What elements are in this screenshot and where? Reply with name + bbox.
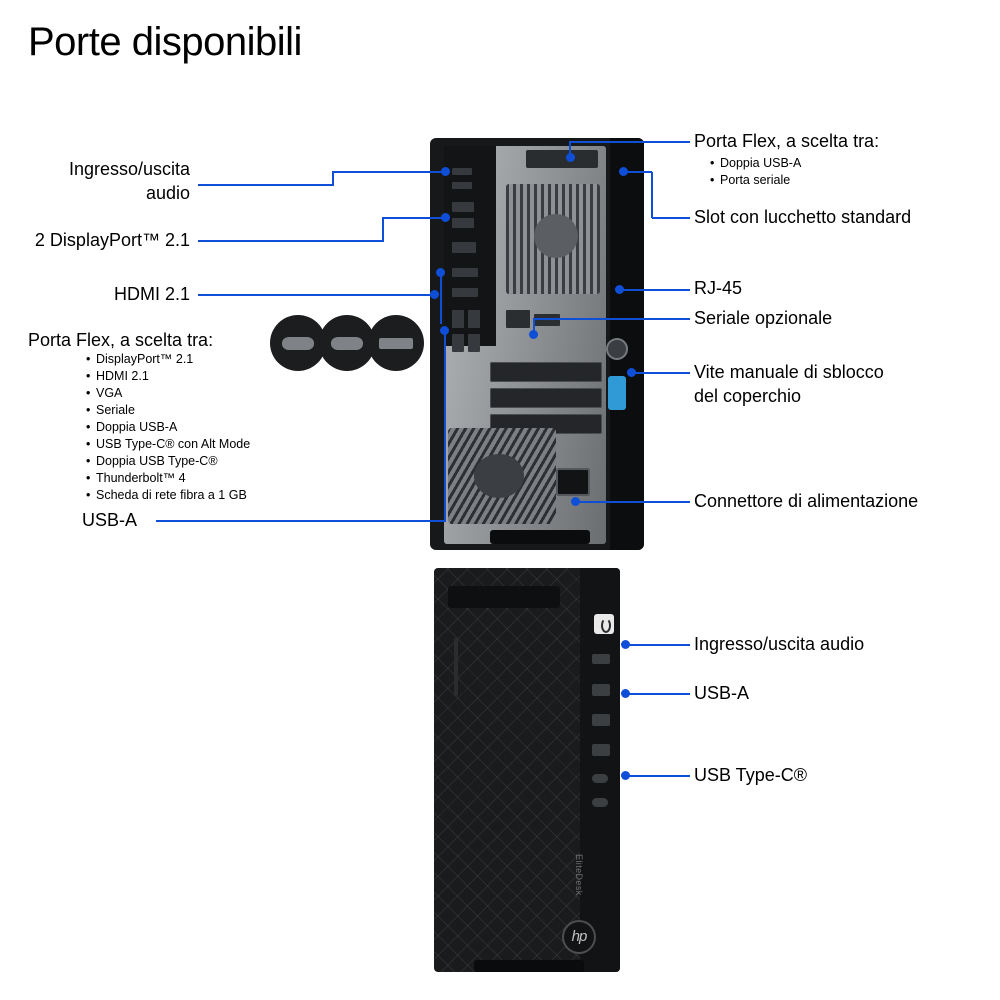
hp-logo: hp	[562, 920, 596, 954]
front-foot	[474, 960, 584, 972]
leader-front-usba-h	[626, 693, 690, 695]
psu-fan-hub	[474, 454, 524, 498]
leader-lock-h2	[624, 171, 652, 173]
expansion-slot-1	[490, 362, 602, 382]
power-connector-socket	[556, 468, 590, 496]
leader-rj45-dot	[615, 285, 624, 294]
front-usb-a-port-1	[592, 684, 610, 696]
callout-flex-top-label: Porta Flex, a scelta tra:	[694, 131, 880, 151]
rear-fan-hub	[534, 214, 578, 258]
front-usb-c-port-2	[592, 798, 608, 807]
thumbscrew-icon	[606, 338, 628, 360]
callout-displayport-label: 2 DisplayPort™ 2.1	[34, 230, 190, 250]
leader-front-usbc-dot	[621, 771, 630, 780]
expansion-slot-2	[490, 388, 602, 408]
usb-a-port-2	[468, 310, 480, 328]
rear-top-vent	[526, 150, 598, 168]
callout-flex-top-options: • Doppia USB-A • Porta seriale	[710, 155, 801, 189]
vga-connector-shape	[282, 337, 314, 350]
leader-front-usba-dot	[621, 689, 630, 698]
callout-thumbscrew-label: Vite manuale di sblocco del coperchio	[694, 362, 884, 406]
leader-power-h	[576, 501, 690, 503]
leader-power-dot	[571, 497, 580, 506]
leader-audio-h2	[332, 171, 446, 173]
callout-audio-label: Ingresso/uscita audio	[68, 159, 190, 203]
displayport-port-1	[452, 202, 474, 212]
leader-dp-v	[382, 218, 384, 242]
callout-serial-label: Seriale opzionale	[694, 308, 833, 328]
callout-front-usb-a-label: USB-A	[694, 683, 750, 703]
callout-power-connector-label: Connettore di alimentazione	[694, 491, 919, 511]
leader-hdmi-dot	[430, 290, 439, 299]
callout-rj45-label: RJ-45	[694, 278, 743, 298]
serial-connector-icon	[319, 315, 375, 371]
leader-usba-v	[444, 330, 446, 522]
leader-audio-v	[332, 172, 334, 186]
cover-release-latch	[608, 376, 626, 410]
serial-connector-shape	[331, 337, 363, 350]
connector-icon-strip	[270, 315, 424, 371]
optical-drive-bay	[448, 586, 560, 608]
leader-flextop-dot	[566, 153, 575, 162]
hdmi-connector-shape	[379, 338, 413, 349]
hdmi-port	[452, 242, 476, 253]
leader-usba-dot	[440, 326, 449, 335]
leader-flexleft-v	[440, 272, 442, 324]
callout-hdmi-label: HDMI 2.1	[113, 284, 190, 304]
leader-serial-h	[534, 318, 690, 320]
hdmi-connector-icon	[368, 315, 424, 371]
leader-audio-dot	[441, 167, 450, 176]
front-usb-c-port-1	[592, 774, 608, 783]
vga-connector-icon	[270, 315, 326, 371]
rear-tower-illustration	[430, 138, 644, 550]
audio-jack-port	[452, 168, 472, 175]
leader-thumbscrew-dot	[627, 368, 636, 377]
callout-front-usb-c-label: USB Type-C®	[694, 765, 807, 785]
leader-usba-h	[156, 520, 446, 522]
page-title: Porte disponibili	[28, 20, 302, 64]
power-button[interactable]	[594, 614, 614, 634]
callout-flex-left-options: • DisplayPort™ 2.1 • HDMI 2.1 • VGA • Seriale • Doppia USB-A • USB Type-C® con Alt Mode • Doppia USB Type-C® • Thunderbolt™ 4 • Scheda di rete fibra a 1 GB	[86, 351, 250, 504]
leader-lock-h1	[652, 217, 690, 219]
leader-flexleft-dot	[436, 268, 445, 277]
usb-a-port-4	[468, 334, 480, 352]
callout-front-audio-label: Ingresso/uscita audio	[694, 634, 865, 654]
flex-port-bay-2	[452, 288, 478, 297]
leader-dp-h2	[382, 217, 446, 219]
leader-front-usbc-h	[626, 775, 690, 777]
rj45-port	[506, 310, 530, 328]
front-audio-jack	[592, 654, 610, 664]
product-brand-text: EliteDesk	[574, 854, 584, 896]
callout-usb-a-rear-label: USB-A	[82, 510, 138, 530]
usb-a-port-1	[452, 310, 464, 328]
leader-lock-v	[651, 172, 653, 218]
leader-dp-h1	[198, 240, 384, 242]
leader-lock-dot	[619, 167, 628, 176]
leader-front-audio-h	[626, 644, 690, 646]
leader-front-audio-dot	[621, 640, 630, 649]
leader-dp-dot	[441, 213, 450, 222]
leader-flextop-h	[570, 141, 690, 143]
leader-serial-dot	[529, 330, 538, 339]
front-vent-slit	[454, 638, 458, 696]
leader-thumbscrew-h	[632, 372, 690, 374]
leader-hdmi-h	[198, 294, 434, 296]
displayport-port-2	[452, 218, 474, 228]
audio-jack-port-2	[452, 182, 472, 189]
rear-foot	[490, 530, 590, 544]
serial-optional-port	[534, 314, 560, 326]
callout-lock-slot-label: Slot con lucchetto standard	[694, 207, 912, 227]
leader-audio-h1	[198, 184, 334, 186]
leader-rj45-h	[620, 289, 690, 291]
front-tower-illustration	[434, 568, 620, 972]
callout-flex-left-label: Porta Flex, a scelta tra:	[28, 330, 214, 350]
flex-port-bay	[452, 268, 478, 277]
front-usb-a-port-3	[592, 744, 610, 756]
usb-a-port-3	[452, 334, 464, 352]
front-usb-a-port-2	[592, 714, 610, 726]
